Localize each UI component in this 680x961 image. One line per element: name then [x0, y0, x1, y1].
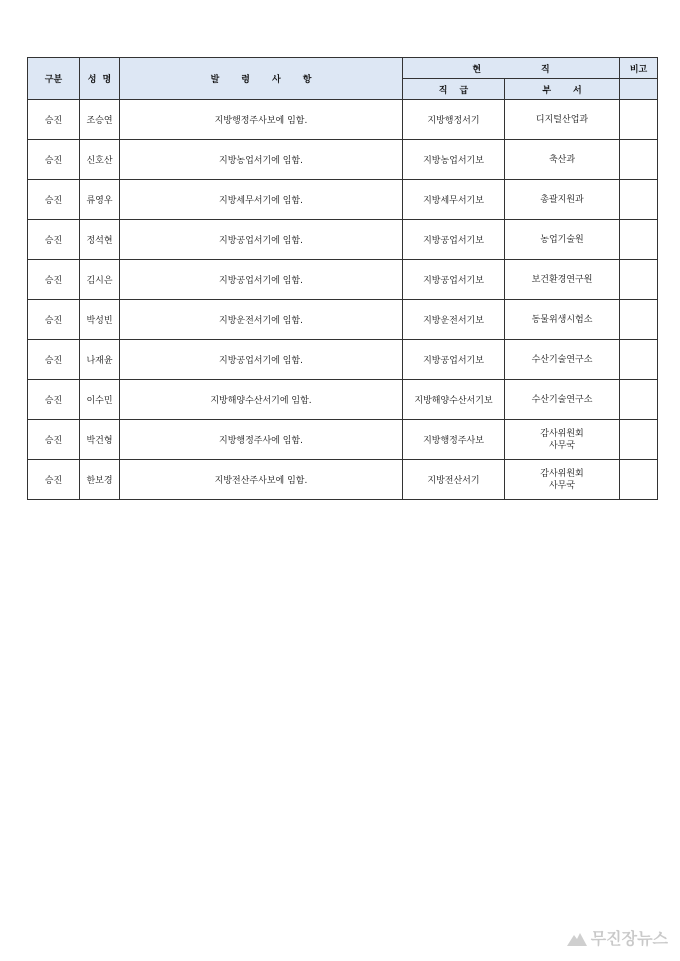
- cell-category: 승진: [28, 140, 80, 180]
- cell-name: 박성빈: [80, 300, 120, 340]
- dept-line: 감사위원회: [540, 428, 584, 439]
- cell-grade: 지방행정주사보: [403, 420, 505, 460]
- cell-name: 정석현: [80, 220, 120, 260]
- cell-grade: 지방해양수산서기보: [403, 380, 505, 420]
- header-row-primary: [28, 58, 658, 79]
- cell-name: 나재윤: [80, 340, 120, 380]
- cell-remarks: [620, 340, 658, 380]
- dept-line: 수산기술연구소: [531, 354, 593, 365]
- header-dept: 부서: [505, 79, 620, 100]
- cell-order: 지방운전서기에 임함.: [120, 300, 403, 340]
- header-grade: 직급: [403, 79, 505, 100]
- cell-name: 김시은: [80, 260, 120, 300]
- table-row: [28, 260, 658, 300]
- header-remarks-blank: [620, 79, 658, 100]
- cell-name: 신호산: [80, 140, 120, 180]
- cell-grade: 지방농업서기보: [403, 140, 505, 180]
- header-remarks: 비고: [620, 58, 658, 79]
- cell-category: 승진: [28, 100, 80, 140]
- cell-remarks: [620, 380, 658, 420]
- dept-line: 사무국: [548, 440, 576, 451]
- table-row: [28, 460, 658, 500]
- cell-dept: [505, 380, 620, 420]
- cell-remarks: [620, 180, 658, 220]
- dept-line: 총괄지원과: [540, 194, 584, 205]
- cell-grade: 지방전산서기: [403, 460, 505, 500]
- cell-order: 지방세무서기에 임함.: [120, 180, 403, 220]
- cell-category: 승진: [28, 460, 80, 500]
- dept-line: 수산기술연구소: [531, 394, 593, 405]
- mountain-logo-icon: [567, 930, 587, 946]
- table-row: [28, 340, 658, 380]
- cell-grade: 지방행정서기: [403, 100, 505, 140]
- cell-name: 이수민: [80, 380, 120, 420]
- table-row: [28, 100, 658, 140]
- cell-dept: [505, 220, 620, 260]
- cell-dept: [505, 180, 620, 220]
- cell-remarks: [620, 100, 658, 140]
- table-row: [28, 180, 658, 220]
- cell-category: 승진: [28, 260, 80, 300]
- header-name: 성명: [80, 58, 120, 100]
- cell-grade: 지방운전서기보: [403, 300, 505, 340]
- cell-name: 한보경: [80, 460, 120, 500]
- cell-grade: 지방공업서기보: [403, 260, 505, 300]
- cell-dept: [505, 340, 620, 380]
- dept-line: 축산과: [548, 154, 576, 165]
- cell-category: 승진: [28, 300, 80, 340]
- table-row: [28, 220, 658, 260]
- cell-remarks: [620, 220, 658, 260]
- cell-category: 승진: [28, 340, 80, 380]
- cell-order: 지방행정주사에 임함.: [120, 420, 403, 460]
- cell-remarks: [620, 460, 658, 500]
- table-row: [28, 420, 658, 460]
- cell-remarks: [620, 260, 658, 300]
- header-category: 구분: [28, 58, 80, 100]
- cell-dept: [505, 460, 620, 500]
- cell-name: 박건형: [80, 420, 120, 460]
- dept-line: 동물위생시험소: [531, 314, 593, 325]
- cell-dept: [505, 260, 620, 300]
- table-row: [28, 380, 658, 420]
- cell-remarks: [620, 420, 658, 460]
- cell-name: 류영우: [80, 180, 120, 220]
- header-current-position: 현직: [403, 58, 620, 79]
- dept-line: 감사위원회: [540, 468, 584, 479]
- dept-line: 보건환경연구원: [531, 274, 593, 285]
- cell-order: 지방전산주사보에 임함.: [120, 460, 403, 500]
- cell-order: 지방행정주사보에 임함.: [120, 100, 403, 140]
- cell-grade: 지방공업서기보: [403, 220, 505, 260]
- cell-category: 승진: [28, 220, 80, 260]
- cell-grade: 지방공업서기보: [403, 340, 505, 380]
- personnel-order-table: [27, 57, 658, 500]
- cell-grade: 지방세무서기보: [403, 180, 505, 220]
- cell-order: 지방공업서기에 임함.: [120, 340, 403, 380]
- cell-dept: [505, 140, 620, 180]
- watermark-text: 무진장뉴스: [590, 929, 668, 948]
- cell-dept: [505, 300, 620, 340]
- table-row: [28, 140, 658, 180]
- cell-dept: [505, 100, 620, 140]
- cell-order: 지방공업서기에 임함.: [120, 260, 403, 300]
- roster-body: [28, 100, 658, 500]
- cell-order: 지방농업서기에 임함.: [120, 140, 403, 180]
- cell-remarks: [620, 140, 658, 180]
- table-row: [28, 300, 658, 340]
- cell-category: 승진: [28, 420, 80, 460]
- watermark: [567, 926, 668, 949]
- cell-remarks: [620, 300, 658, 340]
- cell-category: 승진: [28, 380, 80, 420]
- cell-category: 승진: [28, 180, 80, 220]
- dept-line: 사무국: [548, 480, 576, 491]
- cell-order: 지방공업서기에 임함.: [120, 220, 403, 260]
- dept-line: 농업기술원: [540, 234, 584, 245]
- header-order: 발령사항: [120, 58, 403, 100]
- cell-dept: [505, 420, 620, 460]
- cell-order: 지방해양수산서기에 임함.: [120, 380, 403, 420]
- cell-name: 조승연: [80, 100, 120, 140]
- dept-line: 디지털산업과: [535, 114, 589, 125]
